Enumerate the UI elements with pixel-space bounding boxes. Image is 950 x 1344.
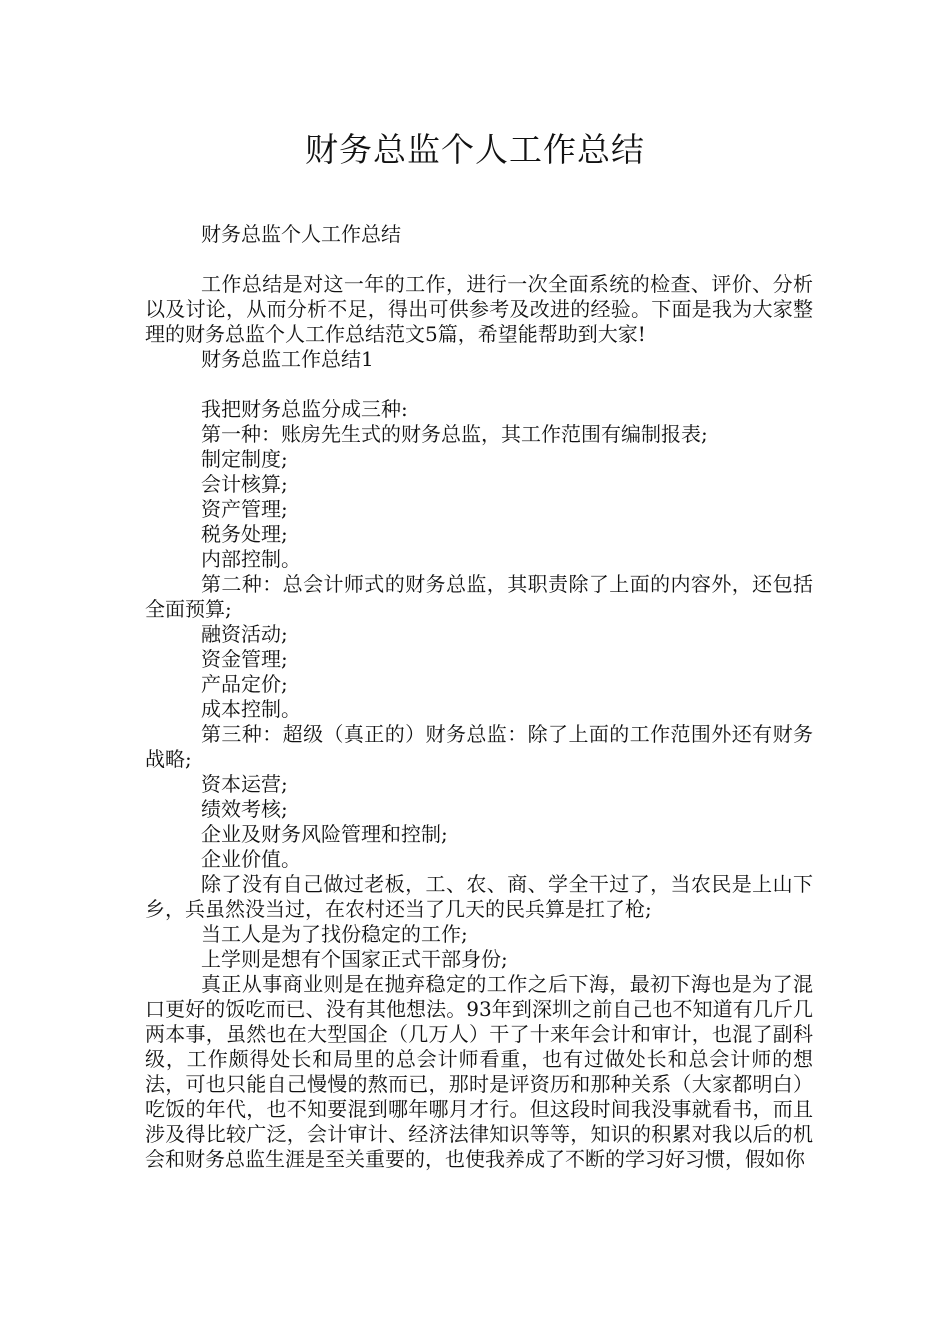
body-paragraph: 企业及财务风险管理和控制; [201,822,448,846]
body-paragraph: 第一种：账房先生式的财务总监，其工作范围有编制报表; [201,422,708,446]
document-body [145,222,813,1172]
body-paragraph: 真正从事商业则是在抛弃稳定的工作之后下海，最初下海也是为了混口更好的饭吃而已、没有其他想法。93年到深圳之前自己也不知道有几斤几两本事，虽然也在大型国企（几万人）干了十来年会计和审计，也混了副科级，工作颇得处长和局里的总会计师看重，也有过做处长和总会计师的想法，可也只能自己慢慢的熬而已，那时是评资历和那种关系（大家都明白）吃饭的年代，也不知要混到哪年哪月才行。但这段时间我没事就看书，而且涉及得比较广泛，会计审计、经济法律知识等等，知识的积累对我以后的机会和财务总监生涯是至关重要的，也使我养成了不断的学习好习惯，假如你 [145,972,813,1171]
body-paragraph: 第二种：总会计师式的财务总监，其职责除了上面的内容外，还包括全面预算; [145,572,813,621]
intro-paragraph: 工作总结是对这一年的工作，进行一次全面系统的检查、评价、分析以及讨论，从而分析不足，得出可供参考及改进的经验。下面是我为大家整理的财务总监个人工作总结范文5篇，希望能帮助到大家! [145,272,813,346]
body-paragraph: 产品定价; [201,672,288,696]
section-heading: 财务总监工作总结1 [201,347,374,371]
body-paragraph: 税务处理; [201,522,288,546]
body-paragraph: 成本控制。 [201,697,301,721]
body-paragraph: 我把财务总监分成三种: [201,397,408,421]
body-paragraph: 会计核算; [201,472,288,496]
body-paragraph: 制定制度; [201,447,288,471]
body-paragraph: 绩效考核; [201,797,288,821]
body-paragraph: 内部控制。 [201,547,301,571]
document-title: 财务总监个人工作总结 [305,130,645,169]
body-paragraph: 资本运营; [201,772,288,796]
subtitle-paragraph: 财务总监个人工作总结 [201,222,401,246]
body-paragraph: 企业价值。 [201,847,301,871]
body-paragraph: 资产管理; [201,497,288,521]
body-paragraph: 资金管理; [201,647,288,671]
body-paragraph: 融资活动; [201,622,288,646]
body-paragraph: 除了没有自己做过老板，工、农、商、学全干过了，当农民是上山下乡，兵虽然没当过，在农村还当了几天的民兵算是扛了枪; [145,872,813,921]
body-paragraph: 第三种：超级（真正的）财务总监：除了上面的工作范围外还有财务战略; [145,722,813,771]
body-paragraph: 当工人是为了找份稳定的工作; [201,922,468,946]
body-paragraph: 上学则是想有个国家正式干部身份; [201,947,508,971]
